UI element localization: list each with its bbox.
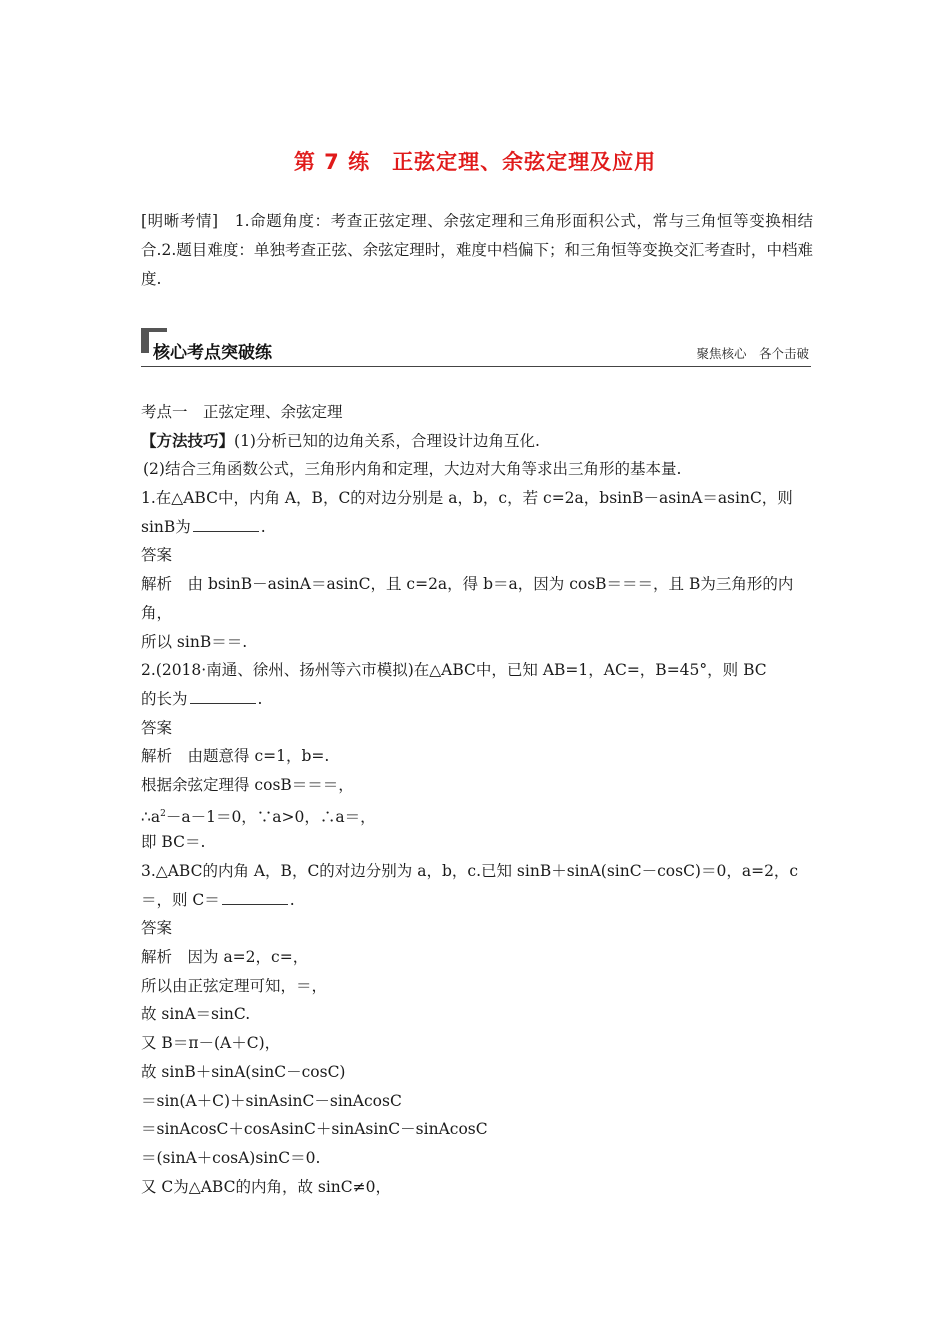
q3-analysis-1 (141, 943, 813, 972)
q1-line-2 (141, 513, 813, 542)
q2-prompt-end: 的长为 (141, 689, 188, 708)
q1-line-1: 1.在△ABC中，内角 A，B，C的对边分别是 a，b，c，若 c=2a，bsinB－asinA＝asinC，则 (141, 489, 793, 508)
q3-line-1: 3.△ABC的内角 A，B，C的对边分别为 a，b，c.已知 sinB＋sinA(sinC－cosC)＝0，a=2，c (141, 862, 799, 880)
q3-answer-blank[interactable] (222, 890, 288, 905)
method-line-1 (141, 427, 813, 456)
q2-analysis-label: 解析 (141, 747, 173, 766)
q3-analysis-4: 又 B＝π－(A＋C)， (141, 1034, 281, 1053)
banner-corner-mark-top (141, 328, 167, 332)
q3-analysis-8: ＝(sinA＋cosA)sinC＝0. (141, 1148, 321, 1167)
banner-label: 核心考点突破练 (153, 343, 272, 363)
method-text-1: (1)分析已知的边角关系，合理设计边角互化. (234, 431, 540, 450)
q2-analysis-3 (141, 800, 813, 829)
q3-analysis-5: 故 sinB＋sinA(sinC－cosC) (141, 1062, 346, 1081)
q2-answer-blank[interactable] (190, 689, 256, 704)
q1-answer-label: 答案 (141, 546, 173, 565)
q3-analysis-text-1: 因为 a=2，c=， (172, 948, 309, 967)
q3-prompt-end: ＝，则 C＝ (141, 890, 220, 909)
intro-paragraph: [明晰考情] 1.命题角度：考查正弦定理、余弦定理和三角形面积公式，常与三角恒等变换相结合.2.题目难度：单独考查正弦、余弦定理时，难度中档偏下；和三角恒等变换交汇考查时，中档难度. (141, 212, 814, 288)
main-content (141, 398, 813, 1201)
q3-analysis-3: 故 sinA＝sinC. (141, 1005, 251, 1024)
q2-line-2 (141, 685, 813, 714)
q3-line-2 (141, 886, 813, 915)
q2-answer-label: 答案 (141, 718, 173, 737)
q1-analysis-text-1: 由 bsinB－asinA＝asinC，且 c=2a，得 b＝a，因为 cosB＝＝＝，且 B为三角形的内 (172, 575, 794, 594)
q3-analysis-2: 所以由正弦定理可知，＝， (141, 976, 328, 995)
q3-answer-label: 答案 (141, 919, 173, 938)
q3-period: . (289, 890, 295, 909)
q1-prompt-end: sinB为 (141, 517, 191, 536)
banner-rule (141, 366, 811, 367)
q2-analysis-3b: －a－1＝0，∵a>0，∴a＝， (165, 807, 376, 826)
q2-analysis-text-1: 由题意得 c=1，b=. (172, 747, 330, 766)
q2-analysis-3a: ∴a (141, 807, 161, 826)
banner-subtitle: 聚焦核心 各个击破 (696, 346, 809, 361)
q1-analysis-3: 所以 sinB＝＝. (141, 632, 248, 651)
q3-analysis-7: ＝sinAcosC＋cosAsinC＋sinAsinC－sinAcosC (141, 1120, 488, 1139)
page-title: 第 7 练 正弦定理、余弦定理及应用 (293, 150, 657, 174)
q2-analysis-1 (141, 742, 813, 771)
q3-analysis-9: 又 C为△ABC的内角，故 sinC≠0， (141, 1177, 391, 1196)
method-line-2: (2)结合三角函数公式，三角形内角和定理，大边对大角等求出三角形的基本量. (143, 460, 682, 479)
q1-answer-blank[interactable] (193, 517, 259, 532)
q2-analysis-2: 根据余弦定理得 cosB＝＝＝， (141, 775, 354, 794)
method-tag: 【方法技巧】 (141, 431, 235, 450)
q1-period: . (260, 517, 266, 536)
q1-analysis-label: 解析 (141, 575, 173, 594)
q2-analysis-4: 即 BC＝. (141, 833, 206, 852)
q2-exponent: 2 (160, 808, 166, 819)
q2-period: . (257, 689, 263, 708)
q3-analysis-label: 解析 (141, 948, 173, 967)
section-heading: 考点一 正弦定理、余弦定理 (141, 403, 343, 421)
q2-line-1: 2.(2018·南通、徐州、扬州等六市模拟)在△ABC中，已知 AB=1，AC=，B=45°，则 BC (141, 661, 767, 680)
q1-analysis-2: 角， (141, 603, 173, 622)
q3-analysis-6: ＝sin(A＋C)＋sinAsinC－sinAcosC (141, 1091, 402, 1110)
q1-analysis-1 (141, 570, 813, 599)
section-banner (141, 328, 811, 368)
